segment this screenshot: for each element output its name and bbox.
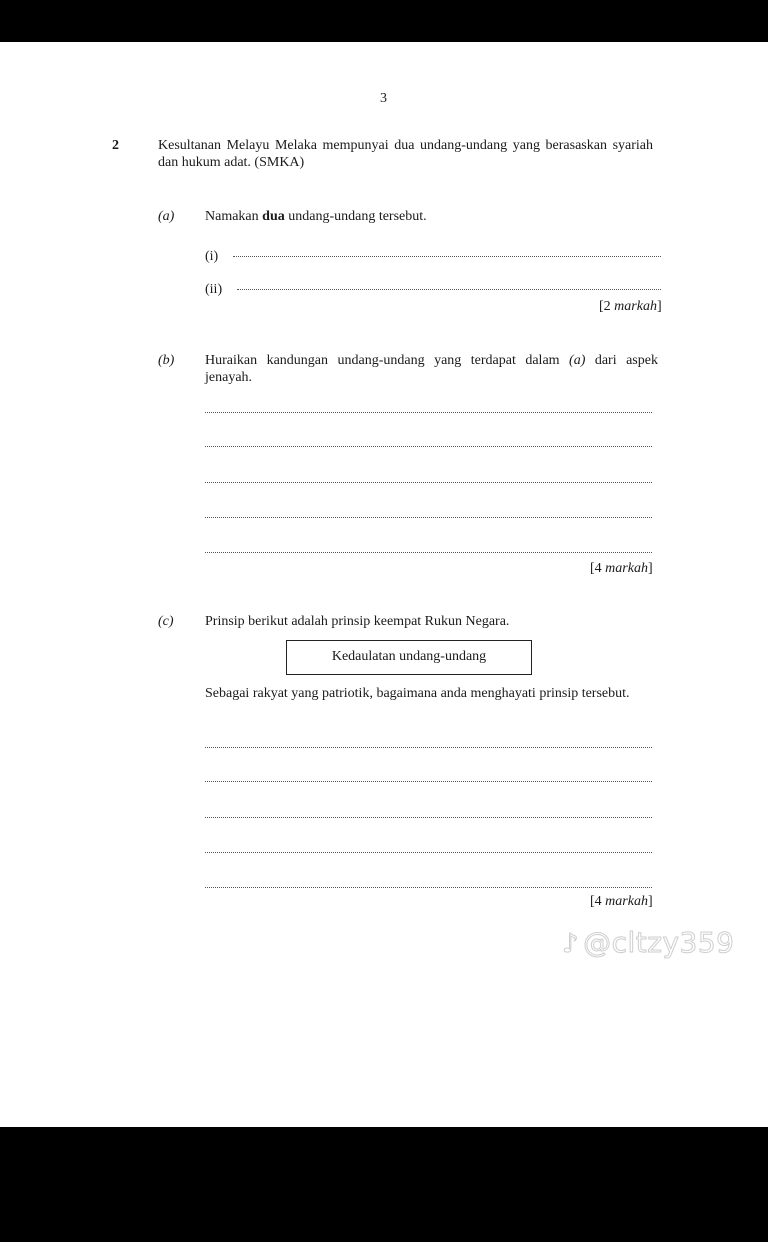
tiktok-icon: ♪ (562, 929, 580, 959)
answer-line-b-2[interactable] (205, 446, 652, 447)
part-a-marks: [2 markah] (599, 299, 662, 314)
part-a-emphasis: dua (262, 209, 285, 224)
part-b-marks: [4 markah] (590, 561, 653, 576)
answer-line-c-3[interactable] (205, 817, 652, 818)
question-number: 2 (112, 138, 119, 153)
answer-line-c-1[interactable] (205, 747, 652, 748)
part-a-item-i: (i) (205, 249, 219, 264)
answer-line-a-ii[interactable] (237, 289, 661, 290)
part-c-prompt: Prinsip berikut adalah prinsip keempat Rukun Negara. (205, 614, 510, 629)
part-b-label: (b) (158, 353, 175, 368)
exam-page (0, 42, 768, 1127)
page-number: 3 (380, 91, 387, 106)
question-stem: Kesultanan Melayu Melaka mempunyai dua undang-undang yang berasaskan syariah dan hukum adat. (SMKA) (158, 138, 653, 170)
watermark (562, 926, 734, 959)
answer-line-c-4[interactable] (205, 852, 652, 853)
watermark-handle: @cltzy359 (583, 926, 735, 959)
answer-line-c-2[interactable] (205, 781, 652, 782)
answer-line-a-i[interactable] (233, 256, 661, 257)
part-c-marks: [4 markah] (590, 894, 653, 909)
principle-box: Kedaulatan undang-undang (286, 640, 532, 675)
part-a-item-ii: (ii) (205, 282, 223, 297)
part-b-prompt: Huraikan kandungan undang-undang yang terdapat dalam (a) dari aspek jenayah. (205, 353, 658, 385)
answer-line-b-5[interactable] (205, 552, 652, 553)
answer-line-c-5[interactable] (205, 887, 652, 888)
part-c-label: (c) (158, 614, 174, 629)
part-a-label: (a) (158, 209, 175, 224)
answer-line-b-3[interactable] (205, 482, 652, 483)
answer-line-b-1[interactable] (205, 412, 652, 413)
answer-line-b-4[interactable] (205, 517, 652, 518)
part-a-prompt: Namakan dua undang-undang tersebut. (205, 209, 427, 224)
part-c-question: Sebagai rakyat yang patriotik, bagaimana anda menghayati prinsip tersebut. (205, 686, 630, 701)
